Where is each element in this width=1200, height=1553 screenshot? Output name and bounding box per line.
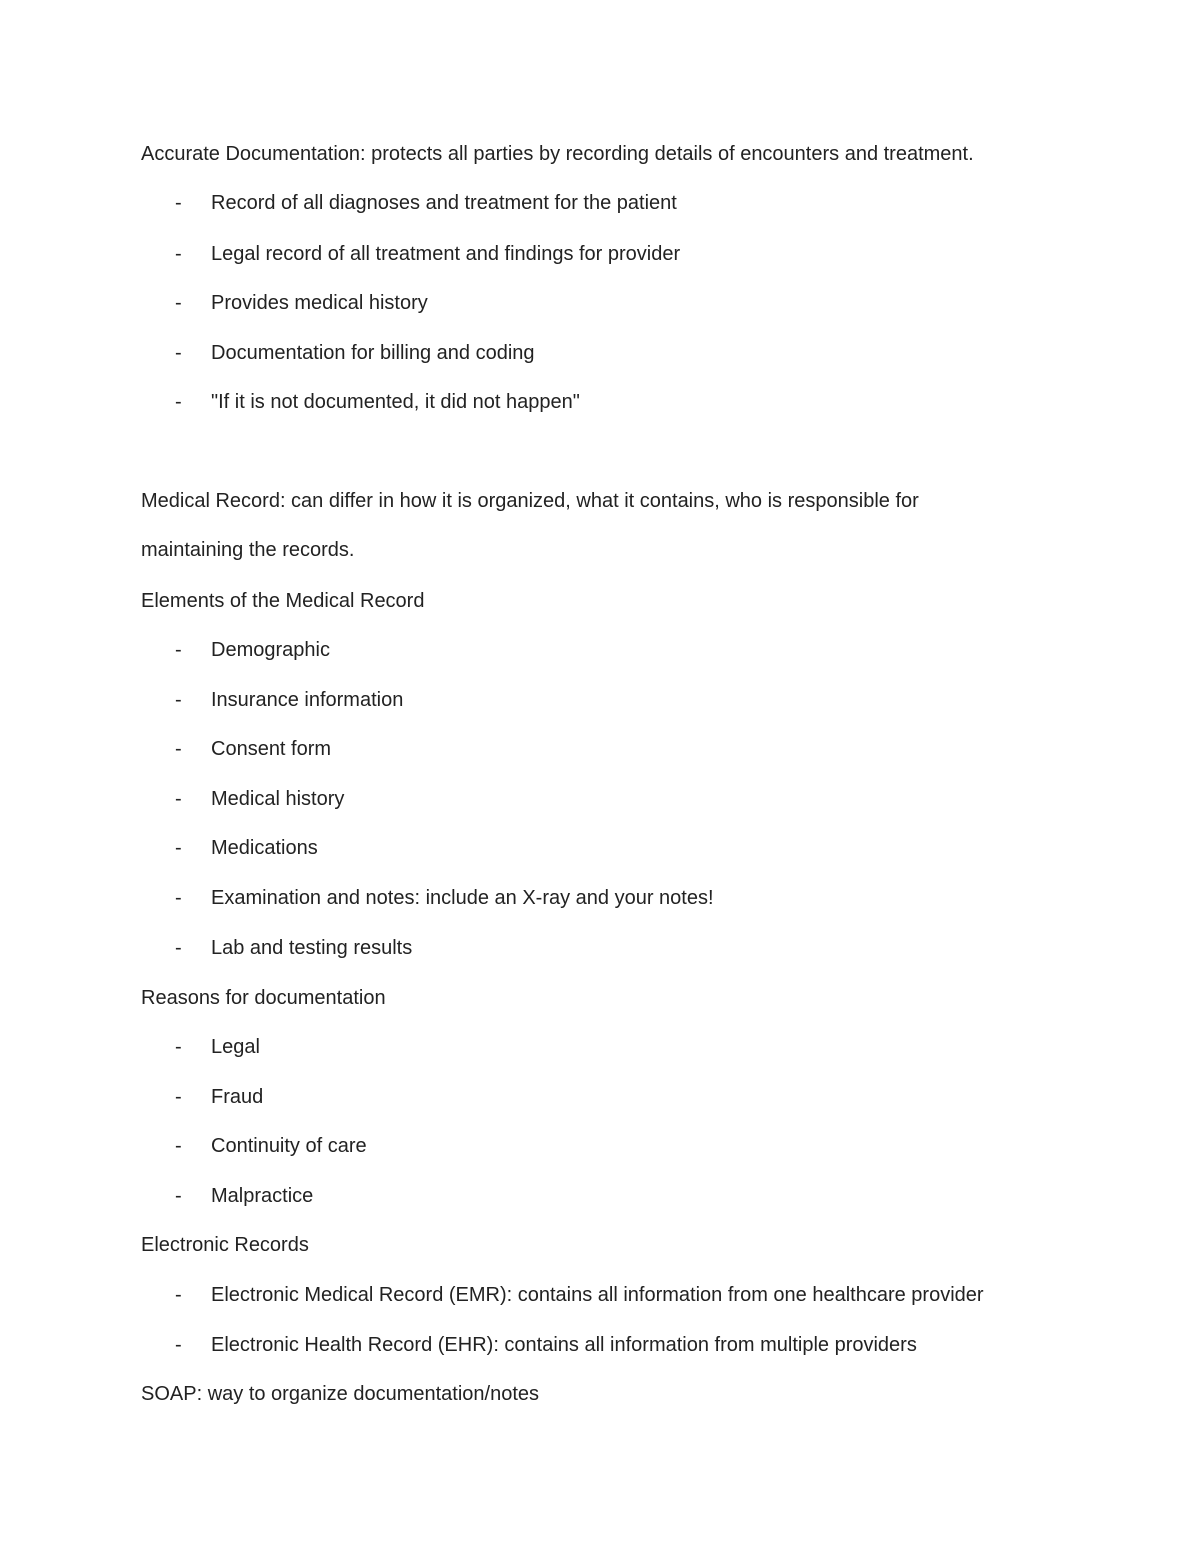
list-item-text: Demographic bbox=[211, 639, 330, 661]
list-item-text: Fraud bbox=[211, 1086, 264, 1108]
dash-bullet: - bbox=[175, 837, 182, 859]
dash-bullet: - bbox=[175, 1086, 182, 1108]
list-item-text: Medications bbox=[211, 837, 318, 859]
list-item-text: Electronic Health Record (EHR): contains all information from multiple providers bbox=[211, 1334, 917, 1356]
section-heading-reasons: Reasons for documentation bbox=[141, 987, 386, 1009]
list-item-text: Medical history bbox=[211, 788, 345, 810]
dash-bullet: - bbox=[175, 887, 182, 909]
list-item-text: Provides medical history bbox=[211, 292, 428, 314]
dash-bullet: - bbox=[175, 639, 182, 661]
dash-bullet: - bbox=[175, 292, 182, 314]
section-heading-accurate-documentation: Accurate Documentation: protects all parties by recording details of encounters and treatment. bbox=[141, 143, 974, 165]
list-item-text: Legal record of all treatment and findings for provider bbox=[211, 243, 681, 265]
list-item-text: Record of all diagnoses and treatment for the patient bbox=[211, 192, 677, 214]
dash-bullet: - bbox=[175, 1284, 182, 1306]
medical-record-paragraph-line-1: Medical Record: can differ in how it is organized, what it contains, who is responsible for bbox=[141, 490, 919, 512]
list-item-text: Examination and notes: include an X-ray and your notes! bbox=[211, 887, 714, 909]
dash-bullet: - bbox=[175, 1135, 182, 1157]
dash-bullet: - bbox=[175, 738, 182, 760]
list-item-text: Legal bbox=[211, 1036, 260, 1058]
list-item-text: Consent form bbox=[211, 738, 332, 760]
section-heading-elements: Elements of the Medical Record bbox=[141, 590, 425, 612]
dash-bullet: - bbox=[175, 689, 182, 711]
dash-bullet: - bbox=[175, 788, 182, 810]
section-heading-electronic-records: Electronic Records bbox=[141, 1234, 309, 1256]
list-item-text: Electronic Medical Record (EMR): contains all information from one healthcare provider bbox=[211, 1284, 984, 1306]
dash-bullet: - bbox=[175, 192, 182, 214]
list-item-text: Insurance information bbox=[211, 689, 404, 711]
dash-bullet: - bbox=[175, 391, 182, 413]
dash-bullet: - bbox=[175, 1185, 182, 1207]
dash-bullet: - bbox=[175, 243, 182, 265]
list-item-text: Documentation for billing and coding bbox=[211, 342, 535, 364]
medical-record-paragraph-line-2: maintaining the records. bbox=[141, 539, 355, 561]
dash-bullet: - bbox=[175, 342, 182, 364]
list-item-text: Malpractice bbox=[211, 1185, 314, 1207]
section-heading-soap: SOAP: way to organize documentation/notes bbox=[141, 1383, 540, 1405]
dash-bullet: - bbox=[175, 1334, 182, 1356]
dash-bullet: - bbox=[175, 937, 182, 959]
list-item-text: Continuity of care bbox=[211, 1135, 367, 1157]
list-item-text: "If it is not documented, it did not happen" bbox=[211, 391, 580, 413]
dash-bullet: - bbox=[175, 1036, 182, 1058]
list-item-text: Lab and testing results bbox=[211, 937, 413, 959]
